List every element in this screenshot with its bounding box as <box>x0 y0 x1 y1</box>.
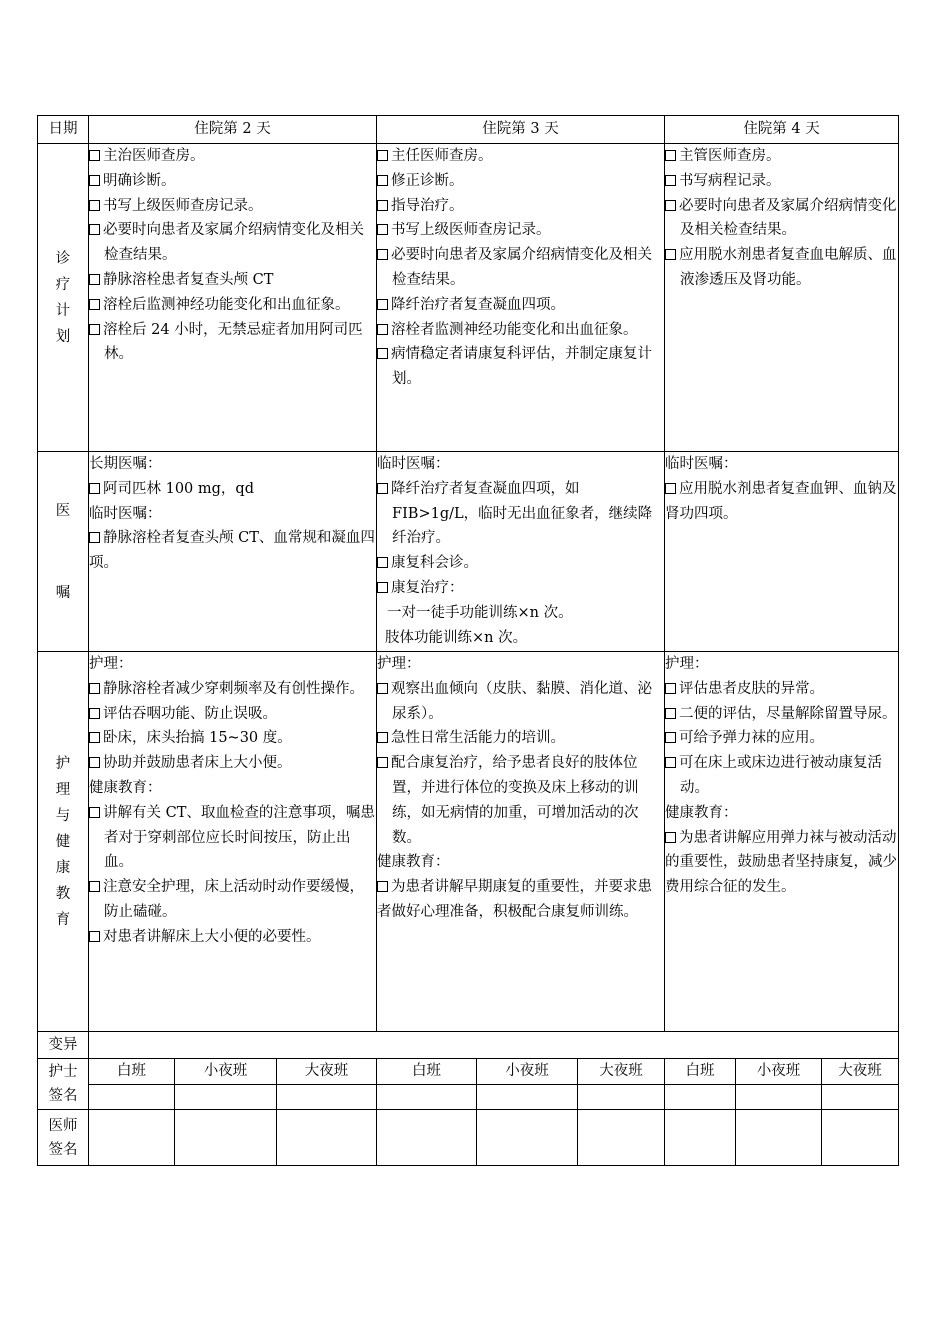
checkbox-icon[interactable] <box>89 532 100 543</box>
therapy-detail: 一对一徒手功能训练×n 次。 <box>387 604 573 621</box>
signature-field[interactable] <box>277 1110 377 1166</box>
shift-night: 大夜班 <box>822 1059 899 1085</box>
signature-field[interactable] <box>822 1110 899 1166</box>
checkbox-icon[interactable] <box>89 683 100 694</box>
temp-orders-heading: 临时医嘱： <box>89 505 162 522</box>
checkbox-icon[interactable] <box>377 150 388 161</box>
checkbox-icon[interactable] <box>377 582 388 593</box>
checkbox-item[interactable]: 指导治疗。 <box>377 194 664 219</box>
checkbox-item[interactable]: 静脉溶栓者复查头颅 CT、血常规和凝血四项。 <box>89 530 375 572</box>
checkbox-item[interactable]: 评估吞咽功能、防止误吸。 <box>89 702 376 727</box>
checkbox-item[interactable]: 明确诊断。 <box>89 169 376 194</box>
orders-label: 医 嘱 <box>38 452 89 652</box>
clinical-pathway-table <box>37 115 899 1166</box>
checkbox-item[interactable]: 降纤治疗者复查凝血四项。 <box>377 293 664 318</box>
checkbox-icon[interactable] <box>89 881 100 892</box>
shift-day: 白班 <box>89 1059 175 1085</box>
signature-field[interactable] <box>665 1110 736 1166</box>
therapy-detail: 肢体功能训练×n 次。 <box>385 629 528 646</box>
signature-field[interactable] <box>822 1085 899 1110</box>
checkbox-icon[interactable] <box>377 757 388 768</box>
checkbox-icon[interactable] <box>665 150 676 161</box>
shift-night: 大夜班 <box>277 1059 377 1085</box>
checkbox-item[interactable]: 康复科会诊。 <box>377 551 664 576</box>
nurse-sign-label: 护士 签名 <box>38 1059 89 1110</box>
checkbox-icon[interactable] <box>89 708 100 719</box>
checkbox-icon[interactable] <box>89 274 100 285</box>
signature-field[interactable] <box>477 1085 578 1110</box>
variation-label: 变异 <box>38 1032 89 1059</box>
orders-row <box>38 452 899 652</box>
header-row <box>38 116 899 144</box>
education-heading: 健康教育： <box>665 804 738 821</box>
checkbox-icon[interactable] <box>377 175 388 186</box>
shift-night: 大夜班 <box>578 1059 665 1085</box>
long-term-orders-heading: 长期医嘱： <box>89 456 162 472</box>
checkbox-icon[interactable] <box>377 557 388 568</box>
orders-day2 <box>89 452 377 652</box>
checkbox-item[interactable]: 急性日常生活能力的培训。 <box>377 726 664 751</box>
checkbox-icon[interactable] <box>89 150 100 161</box>
checkbox-icon[interactable] <box>89 483 100 494</box>
checkbox-item[interactable]: 溶栓后 24 小时，无禁忌症者加用阿司匹林。 <box>89 318 376 368</box>
checkbox-icon[interactable] <box>377 881 388 892</box>
care-heading: 护理： <box>665 656 709 672</box>
checkbox-icon[interactable] <box>377 324 388 335</box>
checkbox-icon[interactable] <box>89 757 100 768</box>
orders-day3 <box>377 452 665 652</box>
checkbox-item[interactable]: 主治医师查房。 <box>89 144 376 169</box>
date-label: 日期 <box>38 116 89 144</box>
day3-header: 住院第 3 天 <box>377 116 665 144</box>
checkbox-icon[interactable] <box>665 483 676 494</box>
checkbox-item[interactable]: 注意安全护理，床上活动时动作要缓慢，防止磕碰。 <box>89 875 376 925</box>
checkbox-icon[interactable] <box>377 732 388 743</box>
education-heading: 健康教育： <box>89 779 162 796</box>
signature-field[interactable] <box>736 1085 822 1110</box>
variation-row <box>38 1032 899 1059</box>
checkbox-item[interactable]: 康复治疗： <box>377 576 664 601</box>
checkbox-icon[interactable] <box>377 200 388 211</box>
checkbox-item[interactable]: 书写病程记录。 <box>665 169 898 194</box>
signature-field[interactable] <box>665 1085 736 1110</box>
nursing-day2 <box>89 652 377 1032</box>
checkbox-item[interactable]: 静脉溶栓患者复查头颅 CT <box>89 268 376 293</box>
checkbox-icon[interactable] <box>665 757 676 768</box>
checkbox-item[interactable]: 主任医师查房。 <box>377 144 664 169</box>
nursing-label: 护 理 与 健 康 教 育 <box>38 652 89 1032</box>
nursing-day3 <box>377 652 665 1032</box>
signature-field[interactable] <box>175 1085 277 1110</box>
checkbox-item[interactable]: 必要时向患者及家属介绍病情变化及相关检查结果。 <box>665 194 898 244</box>
checkbox-icon[interactable] <box>665 708 676 719</box>
checkbox-icon[interactable] <box>377 299 388 310</box>
checkbox-icon[interactable] <box>89 224 100 235</box>
checkbox-item[interactable]: 必要时向患者及家属介绍病情变化及相关检查结果。 <box>89 218 376 268</box>
checkbox-icon[interactable] <box>377 224 388 235</box>
shift-evening: 小夜班 <box>736 1059 822 1085</box>
signature-field[interactable] <box>736 1110 822 1166</box>
checkbox-icon[interactable] <box>89 200 100 211</box>
checkbox-item[interactable]: 为患者讲解早期康复的重要性，并要求患者做好心理准备，积极配合康复师训练。 <box>377 879 653 920</box>
checkbox-item[interactable]: 二便的评估，尽量解除留置导尿。 <box>665 702 898 727</box>
nurse-shift-row <box>38 1059 899 1085</box>
doctor-sign-row <box>38 1110 899 1166</box>
shift-evening: 小夜班 <box>175 1059 277 1085</box>
checkbox-item[interactable]: 观察出血倾向（皮肤、黏膜、消化道、泌尿系）。 <box>377 677 664 727</box>
checkbox-item[interactable]: 静脉溶栓者减少穿刺频率及有创性操作。 <box>89 677 376 702</box>
signature-field[interactable] <box>89 1085 175 1110</box>
checkbox-item[interactable]: 阿司匹林 100 mg，qd <box>89 477 376 502</box>
plan-day2 <box>89 144 377 452</box>
shift-day: 白班 <box>377 1059 477 1085</box>
care-heading: 护理： <box>89 656 133 672</box>
signature-field[interactable] <box>578 1085 665 1110</box>
checkbox-icon[interactable] <box>377 249 388 260</box>
checkbox-item[interactable]: 必要时向患者及家属介绍病情变化及相关检查结果。 <box>377 243 664 293</box>
plan-day3 <box>377 144 665 452</box>
checkbox-item[interactable]: 为患者讲解应用弹力袜与被动活动的重要性，鼓励患者坚持康复，减少费用综合征的发生。 <box>665 829 898 896</box>
checkbox-item[interactable]: 主管医师查房。 <box>665 144 898 169</box>
checkbox-icon[interactable] <box>377 483 388 494</box>
checkbox-icon[interactable] <box>665 249 676 260</box>
doctor-sign-label: 医师 签名 <box>38 1110 89 1166</box>
checkbox-item[interactable]: 病情稳定者请康复科评估，并制定康复计划。 <box>377 342 664 392</box>
checkbox-item[interactable]: 应用脱水剂患者复查血电解质、血液渗透压及肾功能。 <box>665 243 898 293</box>
plan-label: 诊 疗 计 划 <box>38 144 89 452</box>
checkbox-item[interactable]: 卧床，床头抬搞 15~30 度。 <box>89 726 376 751</box>
checkbox-icon[interactable] <box>377 683 388 694</box>
signature-field[interactable] <box>377 1085 477 1110</box>
day2-header: 住院第 2 天 <box>89 116 377 144</box>
checkbox-icon[interactable] <box>665 832 676 843</box>
checkbox-item[interactable]: 评估患者皮肤的异常。 <box>665 677 898 702</box>
checkbox-icon[interactable] <box>665 200 676 211</box>
checkbox-item[interactable]: 可给予弹力袜的应用。 <box>665 726 898 751</box>
signature-field[interactable] <box>175 1110 277 1166</box>
checkbox-item[interactable]: 书写上级医师查房记录。 <box>377 218 664 243</box>
checkbox-icon[interactable] <box>89 807 100 818</box>
signature-field[interactable] <box>578 1110 665 1166</box>
checkbox-icon[interactable] <box>665 175 676 186</box>
nursing-day4 <box>665 652 899 1032</box>
checkbox-icon[interactable] <box>89 931 100 942</box>
checkbox-icon[interactable] <box>89 324 100 335</box>
care-heading: 护理： <box>377 656 421 672</box>
checkbox-item[interactable]: 降纤治疗者复查凝血四项，如 FIB>1g/L，临时无出血征象者，继续降纤治疗。 <box>377 477 664 551</box>
plan-day4 <box>665 144 899 452</box>
day4-header: 住院第 4 天 <box>665 116 899 144</box>
temp-orders-heading: 临时医嘱： <box>665 456 738 472</box>
checkbox-icon[interactable] <box>89 732 100 743</box>
checkbox-item[interactable]: 溶栓者监测神经功能变化和出血征象。 <box>377 318 664 343</box>
checkbox-icon[interactable] <box>89 299 100 310</box>
checkbox-item[interactable]: 书写上级医师查房记录。 <box>89 194 376 219</box>
checkbox-icon[interactable] <box>89 175 100 186</box>
shift-day: 白班 <box>665 1059 736 1085</box>
temp-orders-heading: 临时医嘱： <box>377 456 450 472</box>
nurse-sign-row <box>38 1085 899 1110</box>
checkbox-icon[interactable] <box>665 683 676 694</box>
shift-evening: 小夜班 <box>477 1059 578 1085</box>
signature-field[interactable] <box>277 1085 377 1110</box>
plan-row <box>38 144 899 452</box>
checkbox-icon[interactable] <box>377 348 388 359</box>
checkbox-item[interactable]: 可在床上或床边进行被动康复活动。 <box>665 751 898 801</box>
variation-field[interactable] <box>89 1032 899 1059</box>
signature-field[interactable] <box>377 1110 477 1166</box>
nursing-row <box>38 652 899 1032</box>
checkbox-item[interactable]: 修正诊断。 <box>377 169 664 194</box>
signature-field[interactable] <box>477 1110 578 1166</box>
orders-day4 <box>665 452 899 652</box>
checkbox-item[interactable]: 协助并鼓励患者床上大小便。 <box>89 751 376 776</box>
education-heading: 健康教育： <box>377 854 450 871</box>
checkbox-item[interactable]: 配合康复治疗，给予患者良好的肢体位置，并进行体位的变换及床上移动的训练，如无病情的加重，可增加活动的次数。 <box>377 751 664 850</box>
checkbox-item[interactable]: 讲解有关 CT、取血检查的注意事项，嘱患者对于穿刺部位应长时间按压，防止出血。 <box>89 801 376 875</box>
signature-field[interactable] <box>89 1110 175 1166</box>
checkbox-icon[interactable] <box>665 732 676 743</box>
checkbox-item[interactable]: 对患者讲解床上大小便的必要性。 <box>89 925 376 950</box>
checkbox-item[interactable]: 应用脱水剂患者复查血钾、血钠及肾功四项。 <box>665 480 897 522</box>
checkbox-item[interactable]: 溶栓后监测神经功能变化和出血征象。 <box>89 293 376 318</box>
